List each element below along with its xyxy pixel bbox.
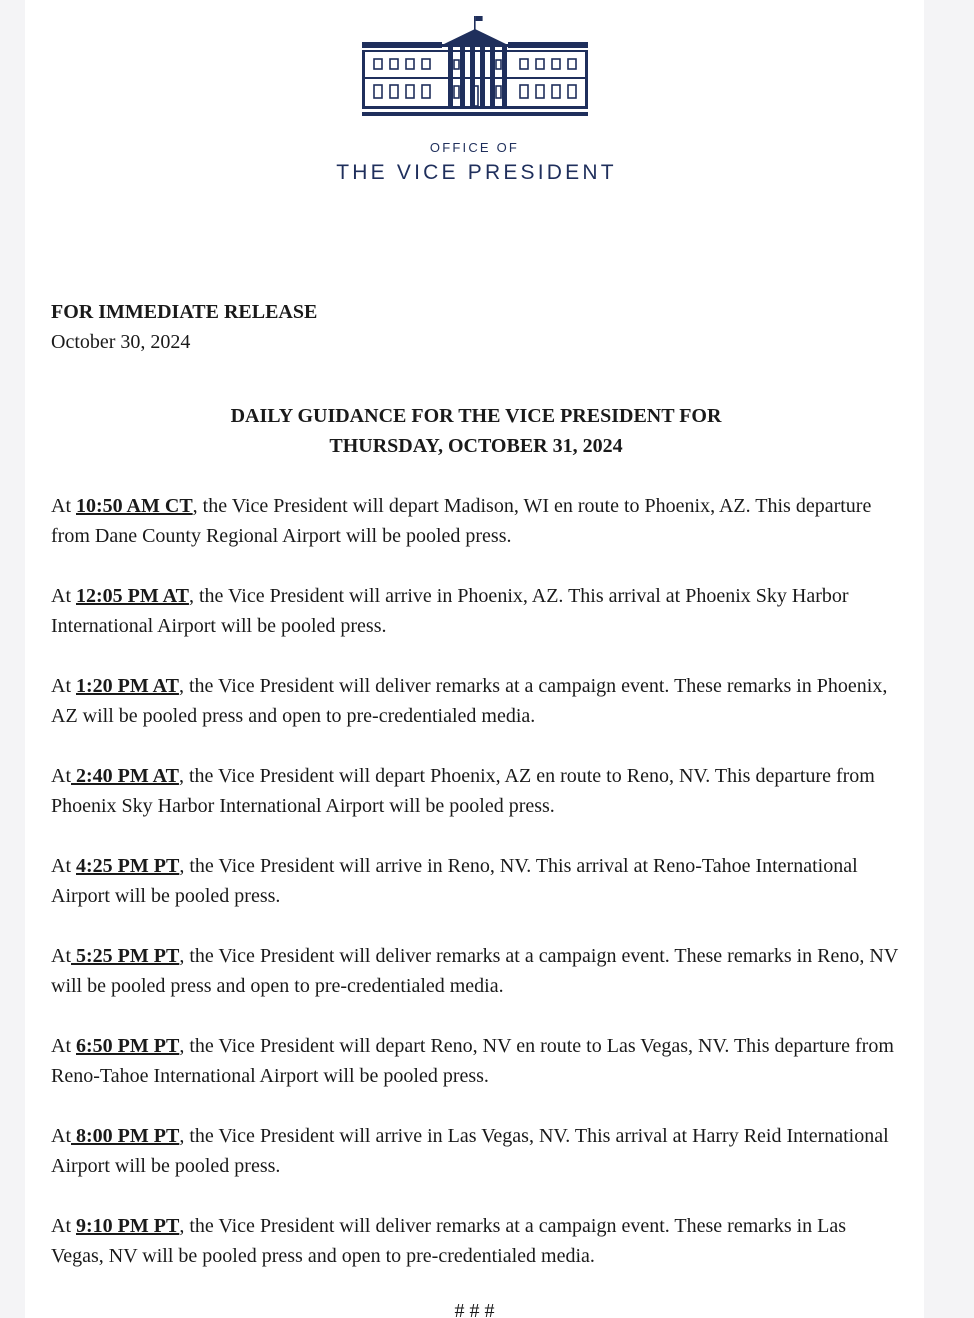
white-house-emblem-icon — [362, 14, 588, 120]
entry-text: , the Vice President will arrive in Reno, NV. This arrival at Reno-Tahoe International Airport will be pooled press. — [51, 855, 858, 907]
entry-prefix: At — [51, 675, 76, 697]
entry-text: , the Vice President will deliver remarks at a campaign event. These remarks in Las Vegas, NV will be pooled press and open to pre-credentialed media. — [51, 1215, 847, 1267]
entry-prefix: At — [51, 1215, 76, 1237]
entry-time: 5:25 PM PT — [71, 945, 180, 967]
entry-prefix: At — [51, 585, 76, 607]
entry-prefix: At — [51, 945, 71, 967]
entry-text: , the Vice President will deliver remarks at a campaign event. These remarks in Reno, NV will be pooled press and open to pre-credentialed media. — [51, 945, 898, 997]
schedule-entry — [51, 491, 901, 551]
entry-time: 6:50 PM PT — [76, 1035, 180, 1057]
schedule-entry — [51, 1031, 901, 1091]
entry-time: 8:00 PM PT — [71, 1125, 180, 1147]
closing-mark: # # # — [454, 1300, 495, 1318]
schedule-entry — [51, 671, 901, 731]
schedule-entry — [51, 1211, 901, 1271]
entry-time: 1:20 PM AT — [76, 675, 179, 697]
headline-line-1: DAILY GUIDANCE FOR THE VICE PRESIDENT FOR — [230, 405, 722, 427]
schedule-list — [51, 491, 901, 1271]
schedule-entry — [51, 581, 901, 641]
entry-prefix: At — [51, 495, 76, 517]
headline — [51, 401, 901, 461]
entry-text: , the Vice President will depart Reno, NV en route to Las Vegas, NV. This departure from Reno-Tahoe International Airport will be pooled press. — [51, 1035, 894, 1087]
schedule-entry — [51, 761, 901, 821]
entry-text: , the Vice President will arrive in Las Vegas, NV. This arrival at Harry Reid International Airport will be pooled press. — [51, 1125, 889, 1177]
release-label: FOR IMMEDIATE RELEASE — [51, 301, 318, 323]
headline-line-2: THURSDAY, OCTOBER 31, 2024 — [329, 435, 623, 457]
schedule-entry — [51, 851, 901, 911]
entry-time: 10:50 AM CT — [76, 495, 193, 517]
press-release-page — [25, 0, 924, 1318]
entry-time: 2:40 PM AT — [71, 765, 179, 787]
schedule-entry — [51, 1121, 901, 1181]
entry-text: , the Vice President will deliver remarks at a campaign event. These remarks in Phoenix, AZ will be pooled press and open to pre-credentialed media. — [51, 675, 888, 727]
entry-time: 9:10 PM PT — [76, 1215, 180, 1237]
release-date: October 30, 2024 — [51, 331, 191, 353]
office-title: THE VICE PRESIDENT — [336, 161, 617, 184]
schedule-entry — [51, 941, 901, 1001]
letterhead — [25, 14, 924, 185]
entry-text: , the Vice President will depart Madison, WI en route to Phoenix, AZ. This departure from Dane County Regional Airport will be pooled press. — [51, 495, 872, 547]
entry-prefix: At — [51, 855, 76, 877]
entry-prefix: At — [51, 1035, 76, 1057]
office-of-label: OFFICE OF — [429, 140, 520, 155]
release-body — [51, 297, 901, 1301]
entry-prefix: At — [51, 765, 71, 787]
entry-prefix: At — [51, 1125, 71, 1147]
entry-text: , the Vice President will depart Phoenix, AZ en route to Reno, NV. This departure from Phoenix Sky Harbor International Airport will be pooled press. — [51, 765, 875, 817]
entry-time: 4:25 PM PT — [76, 855, 180, 877]
entry-text: , the Vice President will arrive in Phoenix, AZ. This arrival at Phoenix Sky Harbor International Airport will be pooled press. — [51, 585, 849, 637]
entry-time: 12:05 PM AT — [76, 585, 189, 607]
